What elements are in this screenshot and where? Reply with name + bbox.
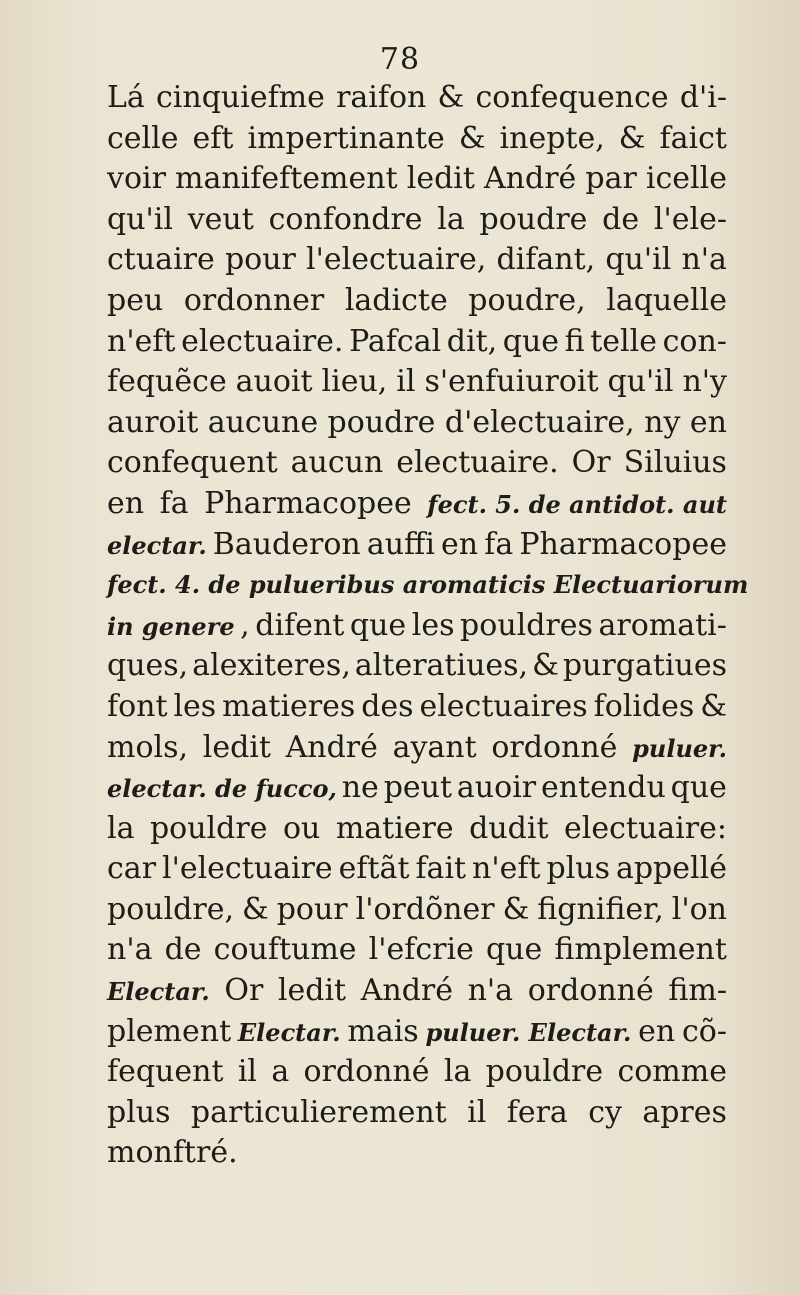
word: ne — [341, 770, 379, 806]
word: l'efcrie — [368, 932, 474, 968]
word: electuaire: — [564, 810, 727, 846]
word: l'on — [671, 891, 727, 927]
text-line — [107, 362, 727, 403]
word: les — [173, 688, 217, 724]
word: s'enfuiuroit — [424, 364, 599, 400]
word: raifon — [336, 80, 427, 115]
word: poudre — [327, 404, 436, 440]
word: l'ordõner — [355, 891, 495, 927]
text-line — [107, 525, 727, 566]
word: les — [411, 607, 455, 643]
word: confequent — [107, 445, 278, 481]
word: pour — [276, 891, 348, 927]
word: couftume — [213, 932, 357, 968]
italic-reference: fect. 4. de pulueribus aromaticis Electuariorum — [107, 570, 749, 600]
word: qu'il — [607, 364, 674, 400]
word: Pharmacopee — [519, 526, 727, 562]
word: ny — [644, 404, 681, 440]
word: fa — [484, 526, 514, 562]
word: & — [458, 120, 486, 156]
text-line — [107, 119, 727, 160]
word: fequẽce — [107, 364, 227, 400]
text-line — [107, 1133, 727, 1174]
word: n'a — [107, 932, 153, 968]
page-number: 78 — [379, 42, 421, 77]
word: veut — [187, 201, 254, 237]
text-line — [107, 159, 727, 200]
word: appellé — [615, 851, 727, 887]
word: fim- — [668, 973, 727, 1009]
word: entendu — [541, 770, 666, 806]
word: l'electuaire — [161, 851, 333, 887]
word: fera — [506, 1094, 568, 1130]
word: n'y — [682, 364, 727, 400]
body-text — [107, 78, 749, 1174]
word: ordonné — [527, 973, 654, 1009]
word: & — [700, 688, 727, 724]
word: n'a — [467, 973, 514, 1009]
word: dudit — [469, 810, 549, 846]
word: poudre — [479, 201, 588, 237]
word: peut — [383, 770, 453, 806]
word: Lá — [107, 80, 145, 115]
word: peu — [107, 282, 164, 318]
word: & — [532, 648, 559, 684]
word: que — [349, 607, 407, 643]
word: matiere — [335, 810, 454, 846]
word: fequent — [107, 1054, 224, 1090]
word: ordonné — [491, 729, 618, 765]
word: ques, — [107, 648, 189, 684]
italic-reference: electar. — [107, 530, 207, 560]
word: ledit — [202, 729, 271, 765]
word: Or — [224, 973, 264, 1009]
word: & — [618, 120, 646, 156]
word: eft — [192, 120, 234, 156]
text-line — [107, 565, 749, 606]
word: & — [437, 80, 465, 115]
word: de — [164, 932, 202, 968]
word: n'eft — [107, 323, 176, 359]
word: en — [107, 485, 145, 521]
word: d'electuaire, — [444, 404, 635, 440]
word: & — [502, 891, 530, 927]
word: mols, — [107, 729, 189, 765]
text-line — [107, 930, 727, 971]
word: inepte, — [499, 120, 605, 156]
text-line — [107, 240, 727, 281]
word: qu'il — [605, 242, 672, 278]
word: en — [638, 1013, 676, 1049]
text-line — [107, 768, 727, 809]
word: manifeftement — [175, 161, 398, 197]
italic-reference: fect. 5. de antidot. aut — [427, 489, 727, 519]
word: ledit — [277, 973, 347, 1009]
word: pouldres — [460, 607, 593, 643]
word: André — [484, 161, 577, 197]
word: que — [670, 770, 727, 806]
word: fignifier, — [537, 891, 664, 927]
word: n'eft — [472, 851, 541, 887]
word: ledit — [406, 161, 475, 197]
word: laquelle — [606, 282, 727, 318]
word: voir — [107, 161, 166, 197]
word: icelle — [645, 161, 727, 197]
word: difant, — [496, 242, 596, 278]
text-line — [107, 200, 727, 241]
text-line — [107, 606, 727, 647]
word: matieres — [222, 688, 356, 724]
word: alexiteres, — [192, 648, 351, 684]
word: l'electuaire, — [306, 242, 487, 278]
text-line — [107, 687, 727, 728]
text-line — [107, 1093, 727, 1134]
word: mais — [347, 1013, 419, 1049]
word: alteratiues, — [354, 648, 529, 684]
word: ladicte — [344, 282, 448, 318]
word: font — [107, 688, 168, 724]
word: d'i- — [679, 80, 727, 115]
word: en — [441, 526, 479, 562]
word: pour — [224, 242, 296, 278]
word: Pharmacopee — [204, 485, 412, 521]
word: con- — [662, 323, 727, 359]
text-line — [107, 281, 727, 322]
word: n'a — [681, 242, 727, 278]
word: purgatiues — [562, 648, 727, 684]
word: auoit — [235, 364, 313, 400]
word: electuaire. — [396, 445, 559, 481]
word: aucune — [207, 404, 319, 440]
word: apres — [642, 1094, 727, 1130]
word: l'ele- — [653, 201, 727, 237]
word: ordonner — [183, 282, 325, 318]
word: André — [285, 729, 378, 765]
word: aucun — [290, 445, 384, 481]
text-line — [107, 849, 727, 890]
word: particulierement — [190, 1094, 447, 1130]
word: cinquiefme — [155, 80, 325, 115]
italic-reference: in genere — [107, 611, 235, 641]
word: poudre, — [468, 282, 586, 318]
word: celle — [107, 120, 179, 156]
word: electuaire. — [181, 323, 344, 359]
word: Bauderon — [212, 526, 361, 562]
word: plement — [107, 1013, 232, 1049]
word: ayant — [392, 729, 477, 765]
word: la — [437, 201, 465, 237]
italic-reference: Electar. — [107, 977, 210, 1007]
word: Siluius — [623, 445, 727, 481]
word: difent — [255, 607, 345, 643]
word: qu'il — [107, 201, 173, 237]
word: confondre — [268, 201, 423, 237]
text-line — [107, 890, 727, 931]
word: auffi — [366, 526, 435, 562]
word: pouldre, — [107, 891, 235, 927]
word: il — [237, 1054, 258, 1090]
word: cõ- — [681, 1013, 727, 1049]
text-line — [107, 646, 727, 687]
word: cy — [588, 1094, 622, 1130]
word: auoir — [456, 770, 537, 806]
word: car — [107, 851, 157, 887]
word: fimplement — [554, 932, 727, 968]
text-line — [107, 484, 727, 525]
text-line — [107, 809, 727, 850]
text-line — [107, 971, 727, 1012]
text-line — [107, 403, 727, 444]
italic-reference: electar. de fucco, — [107, 774, 337, 804]
word: il — [396, 364, 416, 400]
word: que — [502, 323, 560, 359]
italic-reference: puluer. Electar. — [425, 1017, 632, 1047]
word: comme — [617, 1054, 727, 1090]
word: la — [443, 1054, 472, 1090]
word: lieu, — [321, 364, 388, 400]
word: fi — [564, 323, 585, 359]
word: electuaires — [419, 688, 588, 724]
word: monftré. — [107, 1135, 238, 1171]
word: la — [107, 810, 135, 846]
word: par — [585, 161, 637, 197]
word: ordonné — [303, 1054, 430, 1090]
word: auroit — [107, 404, 199, 440]
word: pouldre — [149, 810, 268, 846]
word: des — [361, 688, 414, 724]
word: fait — [415, 851, 467, 887]
text-line — [107, 1012, 727, 1053]
text-line — [107, 322, 727, 363]
word: plus — [546, 851, 610, 887]
word: de — [602, 201, 640, 237]
word: pouldre — [485, 1054, 604, 1090]
word: André — [360, 973, 453, 1009]
word: Pafcal — [349, 323, 442, 359]
italic-reference: puluer. — [632, 733, 727, 763]
word: il — [467, 1094, 487, 1130]
word: en — [689, 404, 727, 440]
word: ou — [282, 810, 321, 846]
text-line — [107, 443, 727, 484]
word: eftãt — [338, 851, 410, 887]
word: plus — [107, 1094, 171, 1130]
word: , — [240, 607, 250, 643]
word: dit, — [446, 323, 498, 359]
text-line — [107, 728, 727, 769]
text-line — [107, 78, 727, 119]
text-line — [107, 1052, 727, 1093]
word: telle — [590, 323, 658, 359]
word: confequence — [475, 80, 669, 115]
word: & — [242, 891, 269, 927]
word: folides — [593, 688, 695, 724]
word: faict — [659, 120, 727, 156]
word: que — [485, 932, 543, 968]
word: Or — [571, 445, 611, 481]
word: a — [271, 1054, 290, 1090]
italic-reference: Electar. — [237, 1017, 341, 1047]
word: fa — [159, 485, 189, 521]
word: aromati- — [598, 607, 727, 643]
word: ctuaire — [107, 242, 215, 278]
word: impertinante — [247, 120, 445, 156]
